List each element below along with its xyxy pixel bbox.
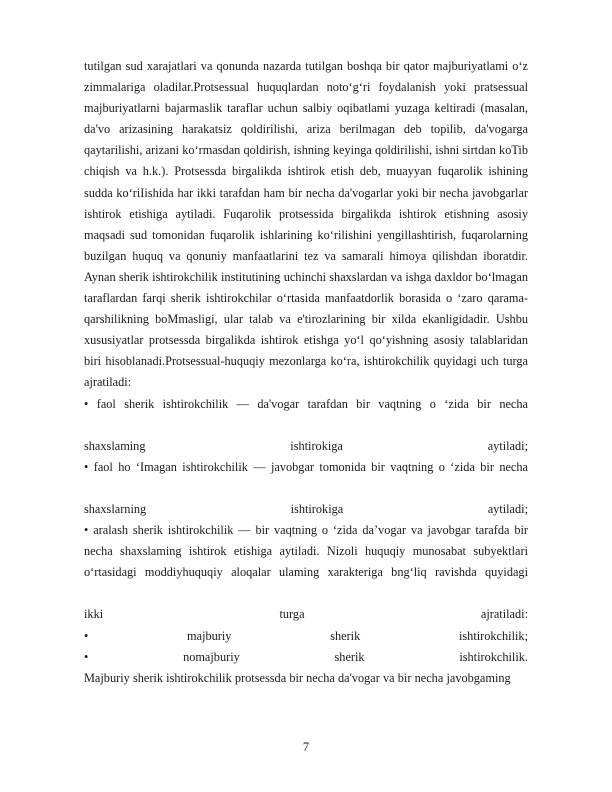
spread-seg: ishtirokchilik. [459, 649, 528, 664]
page-number: 7 [302, 740, 310, 754]
spread-seg: ishtirokiga [290, 438, 343, 453]
list-item-label: faol sherik ishtirokchilik — da'vogar tarafdan bir vaqtning o ‘zida bir necha [96, 396, 528, 411]
sub-list-item-bullet: • [84, 649, 89, 664]
spread-seg: ishtirokchilik; [458, 628, 528, 643]
spread-seg: aytiladi; [487, 501, 528, 516]
spread-seg: ajratiladi: [480, 607, 528, 622]
spread-seg: sherik [334, 649, 365, 664]
list-item-bullet: • [84, 396, 89, 411]
list-item-label: aralash sherik ishtirokchilik — bir vaqtning o ‘zida da’vogar va javobgar tarafda bir necha shaxslaming ishtirok etishiga aytiladi. Nizoli huquqiy munosabat subyektlari o‘rtasidagi moddiyhuquqiy aloqalar ulaming xarakteriga bng‘liq ravishda quyidagi [84, 523, 529, 580]
spread-seg: majburiy [187, 628, 232, 643]
spread-seg: ishtirokiga [290, 501, 344, 516]
spread-seg: turga [279, 607, 305, 622]
list-item-label: faol ho ‘Imagan ishtirokchilik — javobgar tomonida bir vaqtning o ‘zida bir necha [93, 459, 528, 474]
list-item [84, 394, 528, 457]
list-item-bullet: • [84, 459, 89, 474]
spread-seg: shaxslarning [84, 501, 147, 516]
list-item-text [84, 457, 528, 499]
spread-seg: sherik [330, 628, 361, 643]
spread-seg: shaxslaming [84, 438, 146, 453]
list-item-spread [84, 499, 528, 520]
spread-seg: nomajburiy [183, 649, 240, 664]
list-item-text [84, 394, 528, 436]
sub-list-item [84, 626, 528, 647]
sub-list-item-bullet: • [84, 628, 89, 643]
closing-paragraph: Majburiy sherik ishtirokchilik protsessda bir necha da'vogar va bir necha javobgaming [84, 670, 511, 685]
list-item-text [84, 520, 528, 604]
page-content [84, 56, 528, 689]
list-item-spread [84, 604, 528, 625]
spread-seg: ikki [84, 607, 104, 622]
body-paragraph: tutilgan sud xarajatlari va qonunda nazarda tutilgan boshqa bir qator majburiyatlami o‘z zimmalariga oladilar.Protsessual huquqlardan noto‘g‘ri foydalanish yoki pratsessual majburiyatlarni bajarmaslik taraflar uchun salbiy oqibatlami yuzaga keltiradi (masalan, da'vo arizasining harakatsiz qoldirilishi, ariza berilmagan deb topilib, da'vogarga qaytarilishi, arizani ko‘rmasdan qoldirish, ishning keyinga qoldirilishi, ishni sirtdan koTib chiqish va h.k.). Protsessda birgalikda ishtirok etish deb, muayyan fuqarolik ishining sudda ko‘riIishida har ikki tarafdan ham bir necha da'vogarlar yoki bir necha javobgarlar ishtirok etishiga aytiladi. Fuqarolik protsessida birgalikda ishtirok etishning asosiy maqsadi sud tomonidan fuqarolik ishlarining ko‘rilishini yengillashtirish, fuqarolarning buzilgan huquq va qonuniy manfaatlarini tez va samarali himoya qilishdan iboratdir. Aynan sherik ishtirokchilik institutining uchinchi shaxslardan va ishga daxldor bo‘lmagan taraflardan farqi sherik ishtirokchilar o‘rtasida manfaatdorlik borasida o ‘zaro qarama-qarshilikning boMmasligi, ular talab va e'tirozlarining bir xilda ekanligidadir. Ushbu xususiyatlar protsessda birgalikda ishtirok etishga yo‘l qo‘yishning asosiy talablaridan biri hisoblanadi.Protsessual-huquqiy mezonlarga ko‘ra, ishtirokchilik quyidagi uch turga ajratiladi: [84, 59, 528, 390]
sub-list-item [84, 647, 528, 668]
list-item-spread [84, 436, 528, 457]
list-item-mixed [84, 520, 528, 625]
list-item-bullet: • [84, 523, 89, 538]
spread-seg: aytiladi; [487, 438, 528, 453]
list-item [84, 457, 528, 520]
